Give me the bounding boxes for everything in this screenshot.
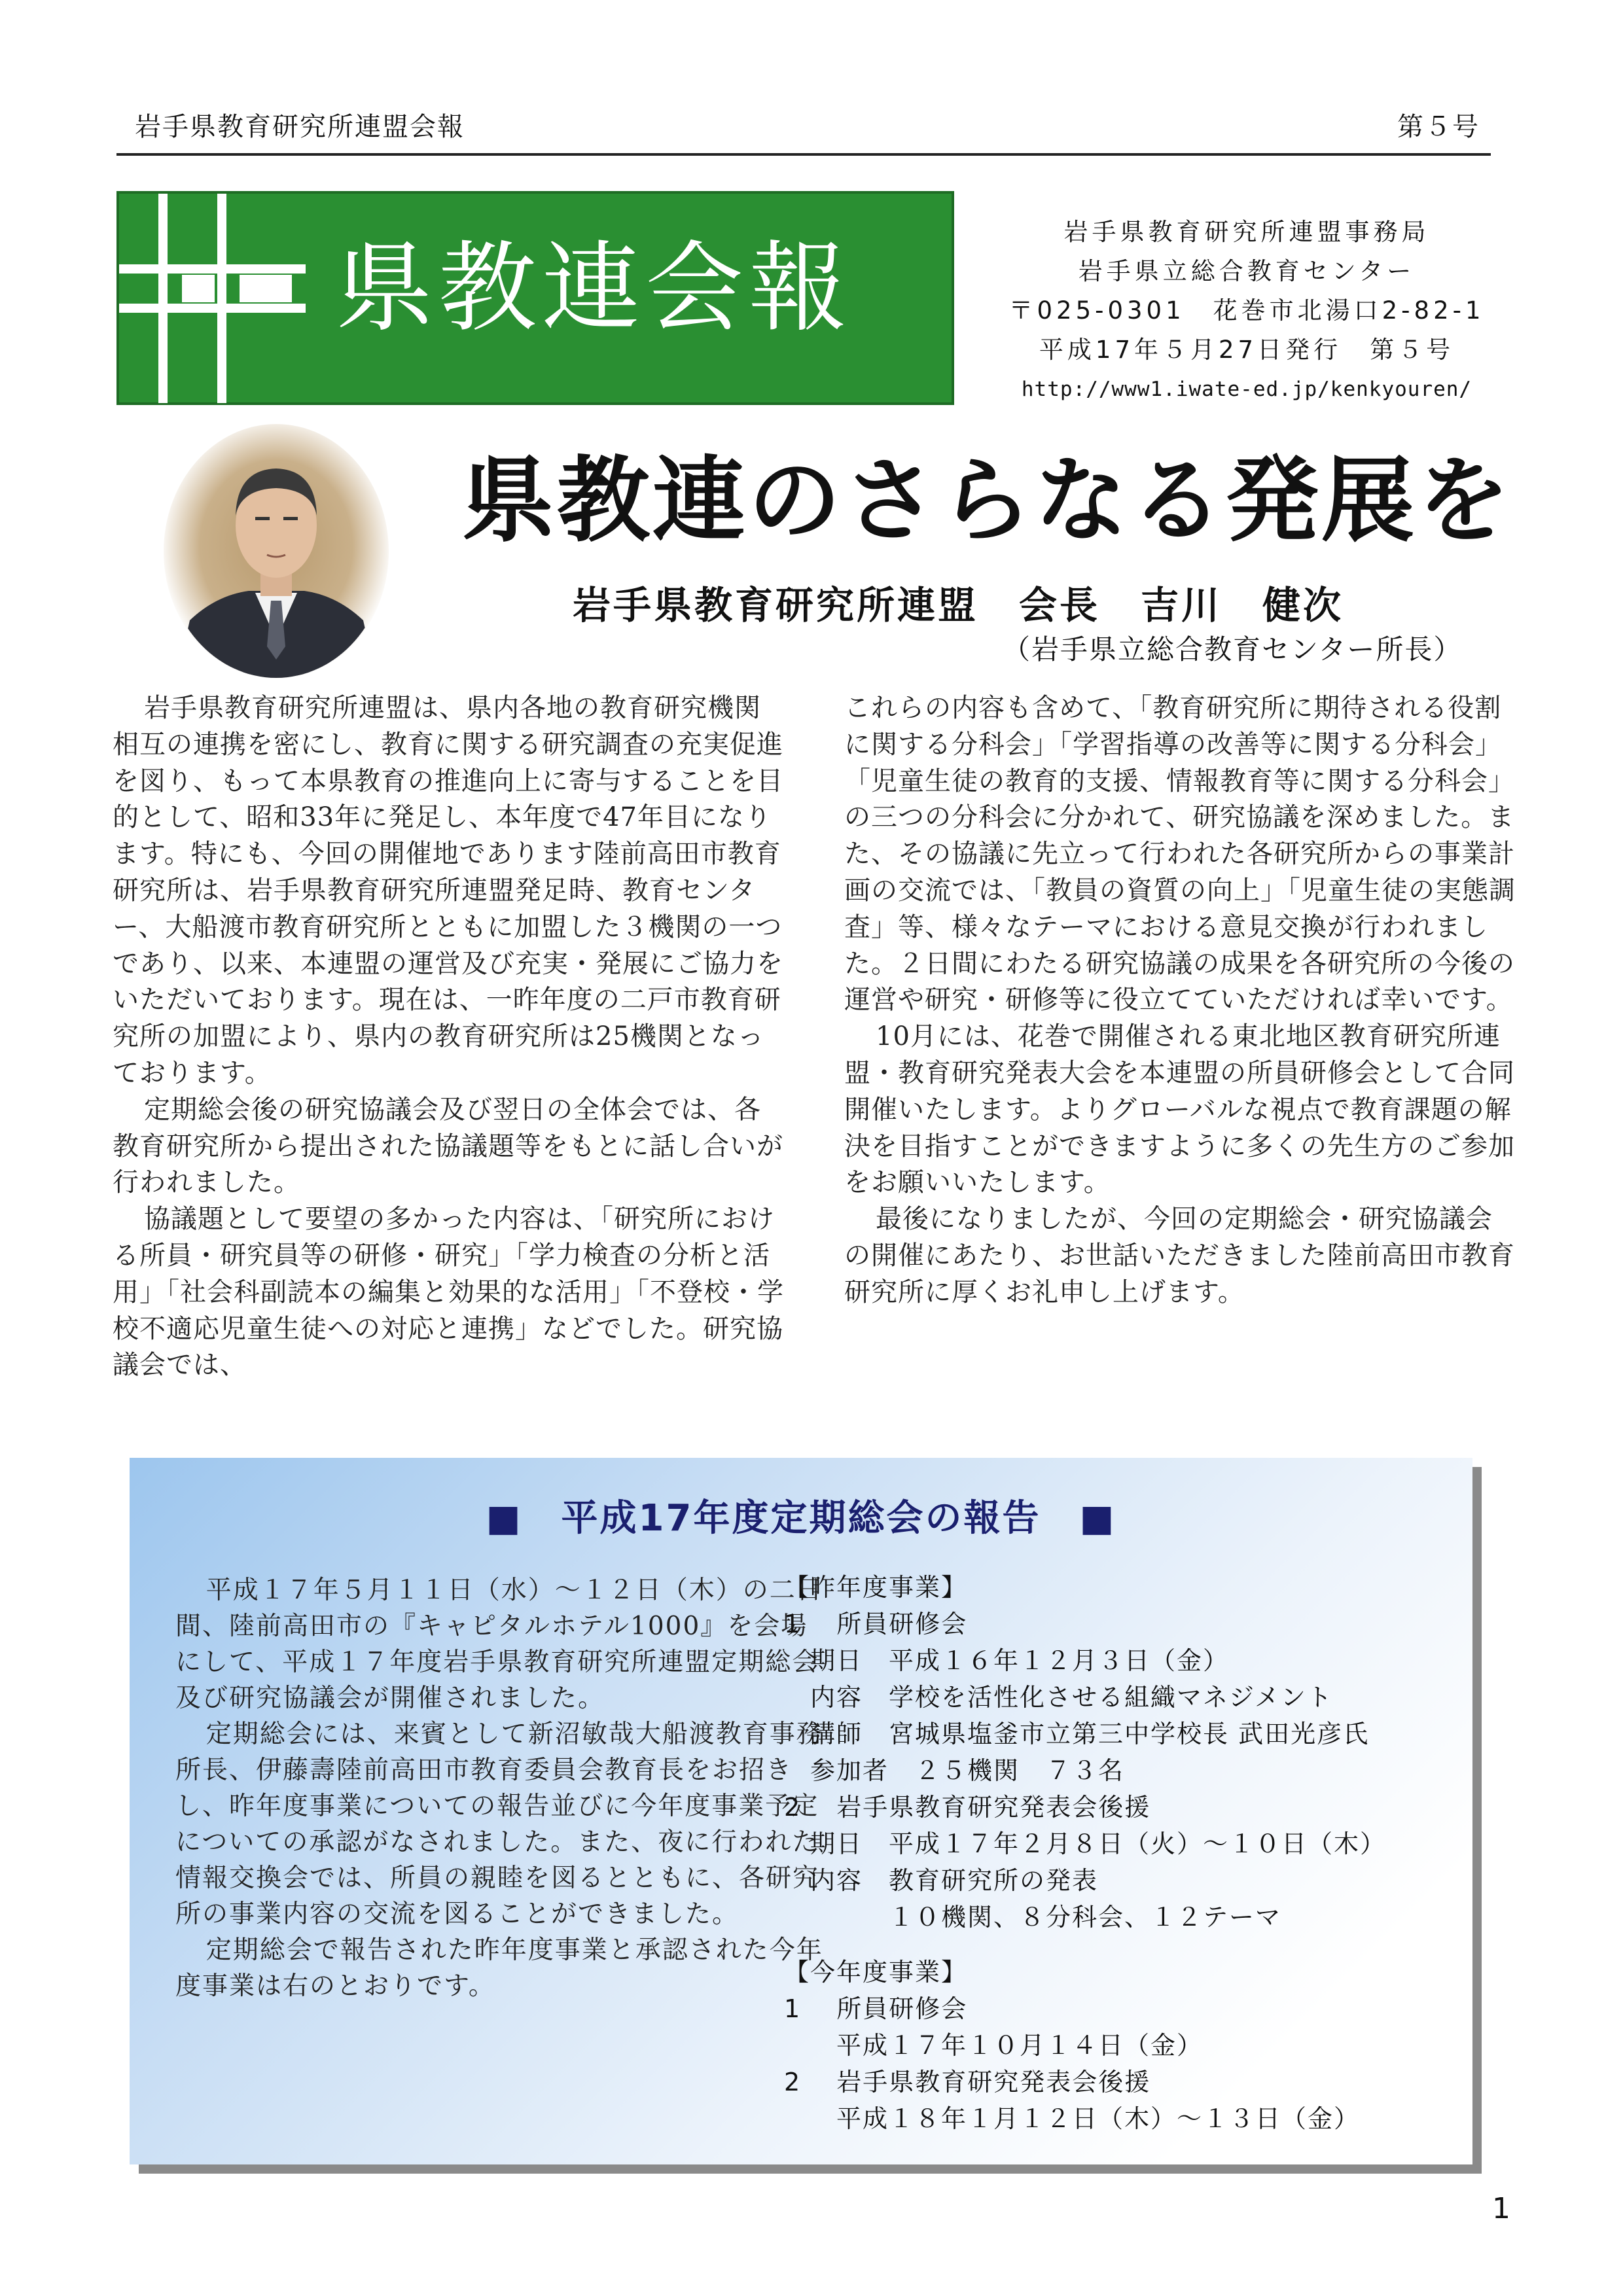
office-line: 岩手県教育研究所連盟事務局 [1063,218,1430,246]
author-affiliation: （岩手県立総合教育センター所長） [1003,633,1463,665]
article-paragraph: 定期総会後の研究協議会及び翌日の全体会では、各教育研究所から提出された協議題等をもとに話し合いが行われました。 [113,1094,783,1198]
website-url[interactable]: http://www1.iwate-ed.jp/kenkyouren/ [1021,378,1472,401]
publication-name: 岩手県教育研究所連盟会報 [135,112,465,142]
activity-line: 内容 教育研究所の発表 [784,1866,1099,1895]
activity-line: 平成１７年１０月１４日（金） [784,2031,1204,2060]
general-meeting-report [130,1458,1472,2164]
this-year-heading: 【今年度事業】 [784,1958,968,1987]
report-activities [784,1569,1465,2137]
report-paragraph: 定期総会には、来賓として新沼敏哉大船渡教育事務所長、伊藤壽陸前高田市教育委員会教育長をお招きし、昨年度事業についての報告並びに今年度事業予定についての承認がなされました。また、夜に行われた情報交換会では、所員の親睦を図るとともに、各研究所の事業内容の交流を図ることができました。 [175,1720,823,1929]
activity-line: 2 岩手県教育研究発表会後援 [784,2068,1151,2096]
activity-line: 参加者 ２５機関 ７３名 [784,1756,1125,1785]
activity-line: 期日 平成１７年２月８日（火）～１０日（木） [784,1829,1387,1858]
office-info [998,213,1495,409]
masthead-logo [116,191,954,405]
activity-line: 内容 学校を活性化させる組織マネジメント [784,1683,1333,1712]
page-number: 1 [1492,2192,1510,2225]
article-paragraph: 最後になりましたが、今回の定期総会・研究協議会の開催にあたり、お世話いただきました陸前高田市教育研究所に厚くお礼申し上げます。 [844,1204,1515,1307]
activity-line: 1 所員研修会 [784,1610,968,1638]
activity-line: 期日 平成１６年１２月３日（金） [784,1646,1230,1675]
article-column-2 [844,690,1518,1311]
activity-line: 平成１８年１月１２日（木）～１３日（金） [784,2104,1361,2133]
article-paragraph: 10月には、花巻で開催される東北地区教育研究所連盟・教育研究発表大会を本連盟の所員研修会として合同開催いたします。よりグローバルな視点で教育課題の解決を目指すことができますように多くの先生方のご参加をお願いいたします。 [844,1021,1515,1198]
office-address: 〒025-0301 花巻市北湯口2-82-1 [1008,296,1485,325]
activity-line: １０機関、８分科会、１２テーマ [784,1903,1282,1932]
article-paragraph: 協議題として要望の多かった内容は、「研究所における所員・研究員等の研修・研究」「学力検査の分析と活用」「社会科副読本の編集と効果的な活用」「不登校・学校不適応児童生徒への対応と連携」などでした。研究協議会では、 [113,1204,784,1381]
report-summary [175,1572,830,2004]
article-headline: 県教連のさらなる発展を [461,447,1512,555]
office-line: 岩手県立総合教育センター [1078,257,1416,285]
activity-line: 講師 宮城県塩釜市立第三中学校長 武田光彦氏 [784,1720,1370,1748]
issue-number: 第５号 [1397,112,1480,142]
last-year-heading: 【昨年度事業】 [784,1573,968,1602]
president-portrait [164,424,389,679]
report-paragraph: 定期総会で報告された昨年度事業と承認された今年度事業は右のとおりです。 [175,1935,823,2001]
article-paragraph: 岩手県教育研究所連盟は、県内各地の教育研究機関相互の連携を密にし、教育に関する研究調査の充実促進を図り、もって本県教育の推進向上に寄与することを目的として、昭和33年に発足し、本年度で47年目になります。特にも、今回の開催地であります陸前高田市教育研究所は、岩手県教育研究所連盟発足時、教育センター、大船渡市教育研究所とともに加盟した３機関の一つであり、以来、本連盟の運営及び充実・発展にご協力をいただいております。現在は、一昨年度の二戸市教育研究所の加盟により、県内の教育研究所は25機関となっております。 [113,693,783,1088]
report-title: ■ 平成17年度定期総会の報告 ■ [486,1497,1116,1540]
article-paragraph: これらの内容も含めて、「教育研究所に期待される役割に関する分科会」「学習指導の改善等に関する分科会」「児童生徒の教育的支援、情報教育等に関する分科会」の三つの分科会に分かれて、研究協議を深めました。また、その協議に先立って行われた各研究所からの事業計画の交流では、「教員の資質の向上」「児童生徒の実態調査」等、様々なテーマにおける意見交換が行われました。２日間にわたる研究協議の成果を各研究所の今後の運営や研究・研修等に役立てていただければ幸いです。 [844,693,1516,1016]
article-column-1 [113,690,787,1384]
issue-date: 平成17年５月27日発行 第５号 [1039,336,1455,364]
activity-line: 1 所員研修会 [784,1994,968,2023]
logo-title: 県教連会報 [335,232,853,345]
article-byline: 岩手県教育研究所連盟 会長 吉川 健次 [573,583,1344,627]
activity-line: 2 岩手県教育研究発表会後援 [784,1793,1151,1822]
header-rule [116,153,1491,156]
report-paragraph: 平成１７年５月１１日（水）～１２日（木）の二日間、陸前高田市の『キャピタルホテル1000』を会場にして、平成１７年度岩手県教育研究所連盟定期総会及び研究協議会が開催されました。 [175,1576,823,1713]
